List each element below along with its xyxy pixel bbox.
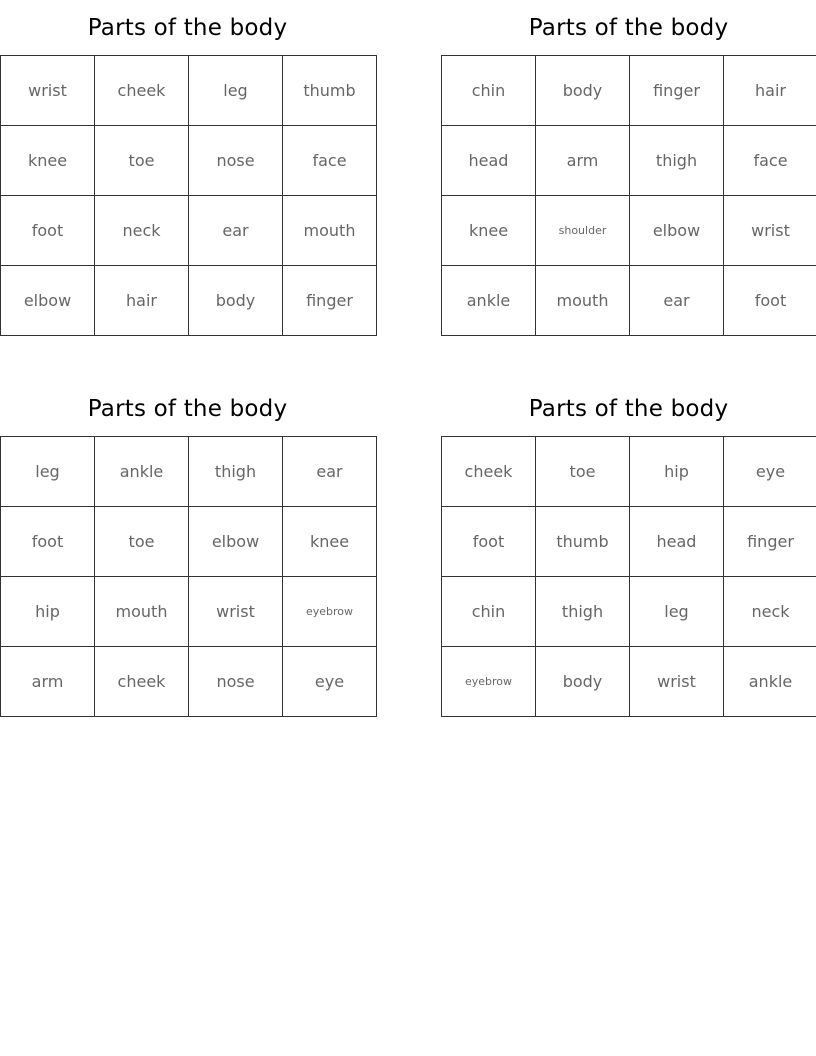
bingo-card-1 [0,0,375,336]
bingo-card-2 [441,0,816,336]
grid-cell: chin [442,56,536,126]
grid-cell: elbow [1,266,95,336]
grid-cell: elbow [189,507,283,577]
grid-cell: ankle [95,437,189,507]
grid-cell: wrist [724,196,816,266]
grid-cell: chin [442,577,536,647]
grid-cell: mouth [283,196,377,266]
grid-row [442,266,816,336]
grid-cell: wrist [630,647,724,717]
grid-row [442,56,816,126]
grid-row [1,437,377,507]
bingo-card-4 [441,381,816,717]
grid-cell: leg [189,56,283,126]
bingo-card-3 [0,381,375,717]
grid-cell: ankle [724,647,816,717]
grid-cell: thigh [536,577,630,647]
grid-cell: ear [189,196,283,266]
grid-row [1,266,377,336]
grid-cell: leg [1,437,95,507]
bingo-grid [0,55,377,336]
grid-cell: eyebrow [442,647,536,717]
grid-cell: foot [724,266,816,336]
grid-cell: leg [630,577,724,647]
grid-cell: toe [536,437,630,507]
grid-cell: wrist [189,577,283,647]
grid-row [1,577,377,647]
grid-cell: eyebrow [283,577,377,647]
grid-cell: thigh [189,437,283,507]
grid-cell: foot [1,507,95,577]
grid-row [442,126,816,196]
grid-cell: knee [442,196,536,266]
grid-cell: neck [95,196,189,266]
grid-cell: nose [189,126,283,196]
grid-cell: arm [1,647,95,717]
grid-cell: toe [95,126,189,196]
grid-cell: face [724,126,816,196]
grid-cell: thumb [283,56,377,126]
grid-cell: ankle [442,266,536,336]
grid-row [442,577,816,647]
grid-cell: body [536,647,630,717]
grid-row [1,56,377,126]
grid-cell: cheek [95,56,189,126]
card-title: Parts of the body [528,396,729,422]
grid-cell: head [630,507,724,577]
grid-cell: eye [283,647,377,717]
grid-cell: finger [630,56,724,126]
grid-cell: ear [630,266,724,336]
grid-cell: arm [536,126,630,196]
grid-cell: shoulder [536,196,630,266]
grid-cell: wrist [1,56,95,126]
grid-cell: thigh [630,126,724,196]
card-title: Parts of the body [87,396,288,422]
grid-cell: ear [283,437,377,507]
grid-cell: knee [283,507,377,577]
grid-row [1,126,377,196]
grid-cell: nose [189,647,283,717]
grid-cell: hair [95,266,189,336]
grid-cell: foot [1,196,95,266]
grid-row [1,196,377,266]
grid-cell: body [536,56,630,126]
grid-cell: cheek [95,647,189,717]
grid-cell: knee [1,126,95,196]
bingo-grid [0,436,377,717]
bingo-grid [441,436,816,717]
grid-cell: eye [724,437,816,507]
grid-cell: toe [95,507,189,577]
grid-cell: neck [724,577,816,647]
grid-cell: body [189,266,283,336]
grid-row [442,196,816,266]
grid-cell: finger [283,266,377,336]
grid-cell: face [283,126,377,196]
grid-row [1,507,377,577]
grid-cell: mouth [536,266,630,336]
grid-cell: hair [724,56,816,126]
grid-row [442,647,816,717]
grid-cell: hip [630,437,724,507]
grid-cell: elbow [630,196,724,266]
grid-cell: mouth [95,577,189,647]
grid-row [442,437,816,507]
grid-cell: foot [442,507,536,577]
grid-row [1,647,377,717]
grid-cell: hip [1,577,95,647]
grid-cell: thumb [536,507,630,577]
grid-cell: finger [724,507,816,577]
grid-cell: head [442,126,536,196]
card-title: Parts of the body [87,15,288,41]
grid-row [442,507,816,577]
card-title: Parts of the body [528,15,729,41]
grid-cell: cheek [442,437,536,507]
bingo-grid [441,55,816,336]
